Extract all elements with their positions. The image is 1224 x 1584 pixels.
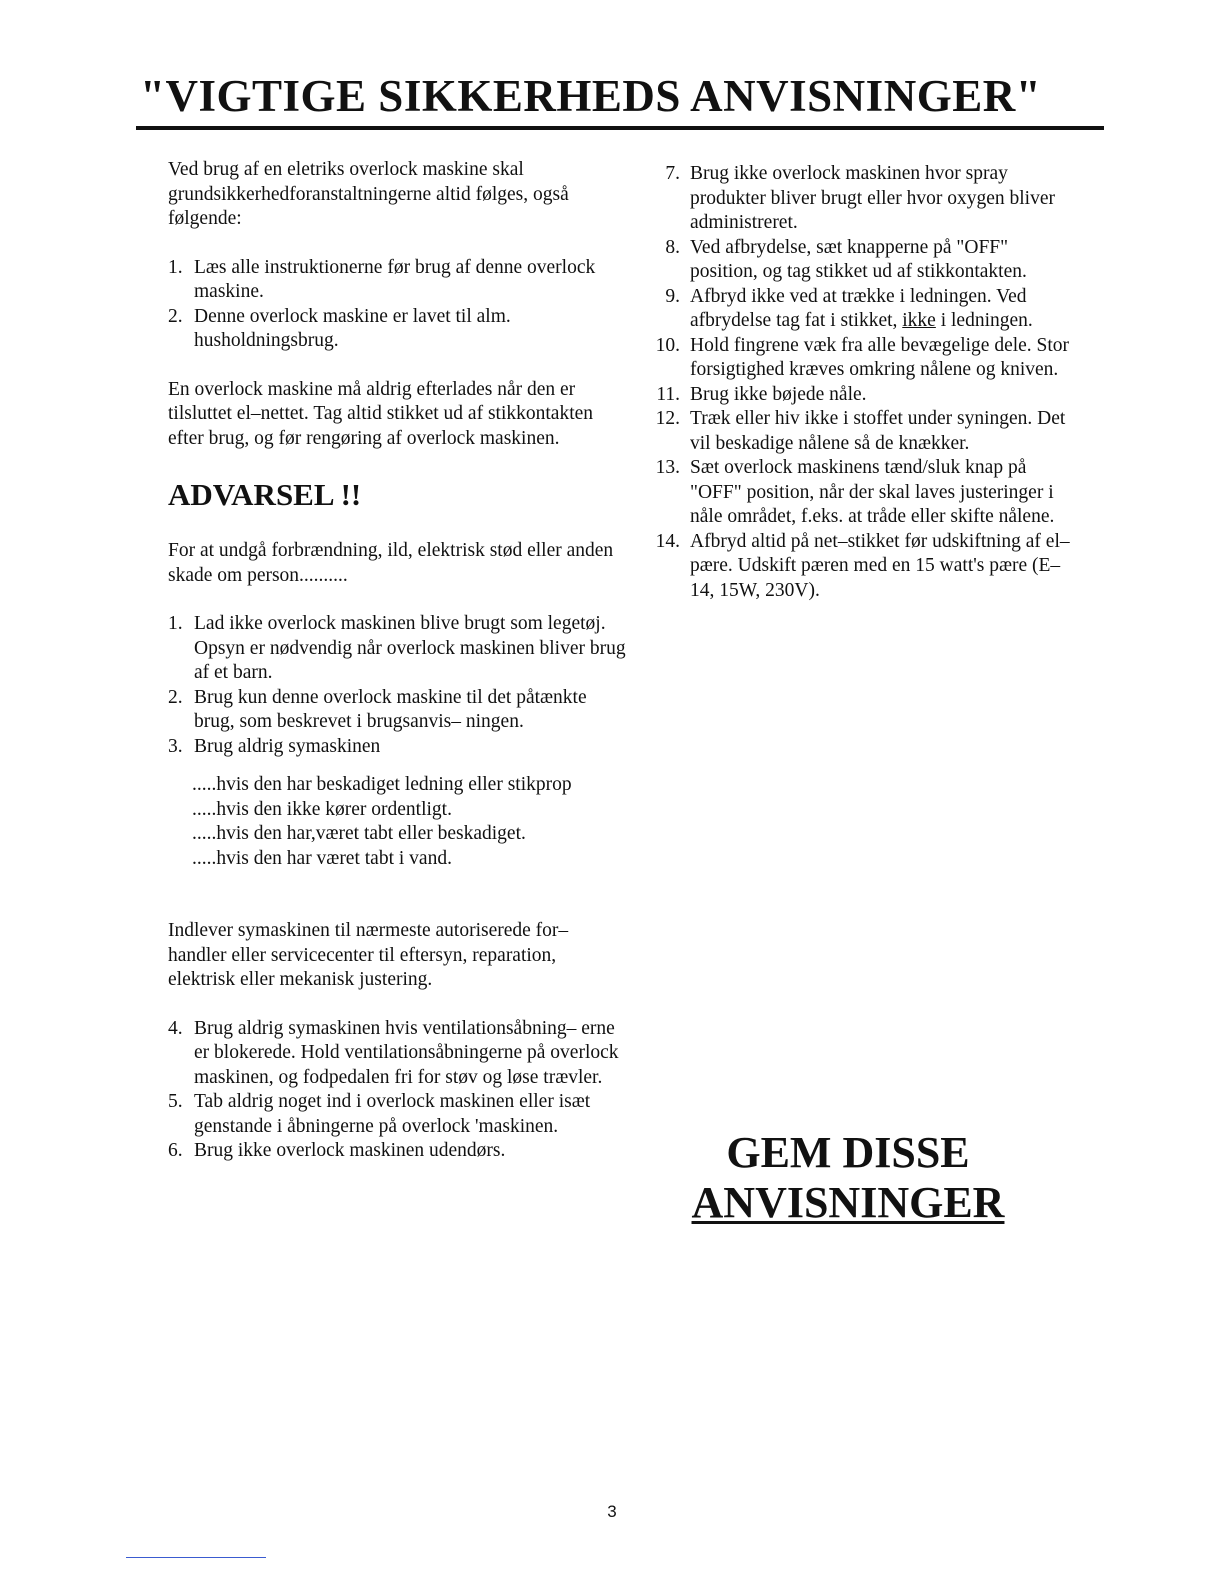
item-number: 3. bbox=[168, 735, 183, 757]
item-text: Hold fingrene væk fra alle bevægelige dele. Stor forsigtighed kræves omkring nålene og kniven. bbox=[690, 334, 1070, 380]
page-number: 3 bbox=[607, 1502, 617, 1521]
item-text: Sæt overlock maskinens tænd/sluk knap på "OFF" position, når der skal laves justeringer i nåle området, f.eks. at tråde eller skifte nålene. bbox=[690, 457, 1055, 527]
condition-list bbox=[168, 773, 628, 871]
item-number: 13. bbox=[655, 457, 680, 478]
list-item bbox=[168, 256, 628, 305]
item-number: 8. bbox=[665, 236, 680, 258]
item-text: Denne overlock maskine er lavet til alm. husholdningsbrug. bbox=[194, 305, 511, 351]
warning-list bbox=[168, 612, 628, 759]
condition-item: .....hvis den ikke kører ordentligt. bbox=[192, 798, 452, 820]
right-column bbox=[640, 162, 1080, 603]
list-item bbox=[640, 334, 1080, 383]
item-number: 2. bbox=[168, 686, 183, 708]
condition-item: .....hvis den har været tabt i vand. bbox=[192, 847, 452, 869]
item-text: Brug ikke overlock maskinen udendørs. bbox=[194, 1140, 506, 1161]
list-item bbox=[640, 285, 1080, 334]
list-item bbox=[168, 686, 628, 735]
list-item bbox=[168, 1017, 628, 1091]
intro-paragraph: Ved brug af en eletriks overlock maskine skal grundsikkerhedforanstaltningerne altid følges, også følgende: bbox=[168, 159, 569, 229]
page-title: "VIGTIGE SIKKERHEDS ANVISNINGER" bbox=[140, 71, 1042, 121]
item-number: 2. bbox=[168, 305, 183, 327]
item-number: 7. bbox=[665, 163, 680, 184]
list-item bbox=[640, 162, 1080, 236]
left-column bbox=[168, 158, 628, 1164]
item-text-part: i ledningen. bbox=[935, 310, 1033, 331]
item-number: 14. bbox=[655, 530, 680, 552]
list-item bbox=[640, 407, 1080, 456]
item-text: Ved afbrydelse, sæt knapperne på "OFF" position, og tag stikket ud af stikkontakten. bbox=[690, 236, 1027, 282]
item-number: 11. bbox=[656, 383, 680, 405]
item-text bbox=[680, 285, 1080, 334]
safety-list-right bbox=[640, 162, 1080, 603]
save-instructions-notice bbox=[668, 1128, 1028, 1228]
save-line-2: ANVISNINGER bbox=[691, 1178, 1005, 1227]
condition-item: .....hvis den har beskadiget ledning eller stikprop bbox=[192, 774, 572, 795]
item-text: Brug aldrig symaskinen bbox=[194, 735, 381, 757]
list-item bbox=[168, 305, 628, 354]
item-text: Tab aldrig noget ind i overlock maskinen eller isæt genstande i åbningerne på overlock 'maskinen. bbox=[194, 1091, 591, 1137]
basic-rules-list bbox=[168, 256, 628, 354]
item-number: 4. bbox=[168, 1017, 183, 1039]
item-text: Brug ikke overlock maskinen hvor spray produkter bliver brugt eller hvor oxygen bliver administreret. bbox=[690, 163, 1055, 233]
condition-item: .....hvis den har,været tabt eller beskadiget. bbox=[192, 823, 526, 844]
title-divider bbox=[136, 126, 1104, 130]
footer-rule bbox=[126, 1557, 266, 1558]
item-number: 6. bbox=[168, 1140, 183, 1161]
item-number: 1. bbox=[168, 613, 183, 634]
list-item bbox=[640, 383, 1080, 408]
save-line-1: GEM DISSE bbox=[726, 1128, 970, 1177]
service-paragraph: Indlever symaskinen til nærmeste autoriserede for– handler eller servicecenter til eftersyn, reparation, elektrisk eller mekanisk justering. bbox=[168, 920, 569, 990]
list-item bbox=[640, 530, 1080, 604]
warning-intro: For at undgå forbrændning, ild, elektrisk stød eller anden skade om person.......... bbox=[168, 540, 614, 586]
item-text: Brug kun denne overlock maskine til det påtænkte brug, som beskrevet i brugsanvis– ningen. bbox=[194, 686, 587, 732]
warning-list-continued bbox=[168, 1017, 628, 1164]
spacer bbox=[168, 887, 628, 919]
item-text: Afbryd altid på net–stikket før udskiftning af el–pære. Udskift pæren med en 15 watt's pære (E–14, 15W, 230V). bbox=[690, 530, 1070, 601]
list-item bbox=[640, 456, 1080, 530]
list-item bbox=[168, 735, 628, 760]
item-text-part: Afbryd ikke ved at trække i ledningen. Ved afbrydelse tag fat i stikket, bbox=[690, 285, 1027, 331]
spacer bbox=[168, 993, 628, 1017]
list-item bbox=[168, 1139, 628, 1164]
spacer bbox=[168, 354, 628, 378]
list-item bbox=[168, 612, 628, 686]
unattended-paragraph: En overlock maskine må aldrig efterlades når den er tilsluttet el–nettet. Tag altid stikket ud af stikkontakten efter brug, og før rengøring af overlock maskinen. bbox=[168, 378, 594, 449]
item-text: Brug aldrig symaskinen hvis ventilationsåbning– erne er blokerede. Hold ventilationsåbningerne på overlock maskinen, og fodpedalen fri for støv og løse trævler. bbox=[194, 1017, 619, 1088]
warning-heading: ADVARSEL !! bbox=[168, 477, 362, 512]
list-item bbox=[168, 1090, 628, 1139]
item-number: 12. bbox=[655, 408, 680, 429]
spacer bbox=[168, 588, 628, 612]
item-number: 5. bbox=[168, 1091, 183, 1112]
item-text: Lad ikke overlock maskinen blive brugt som legetøj. Opsyn er nødvendig når overlock maskinen bliver brug af et barn. bbox=[194, 613, 626, 683]
item-number: 10. bbox=[655, 334, 680, 356]
item-text: Træk eller hiv ikke i stoffet under syningen. Det vil beskadige nålene så de knækker. bbox=[690, 408, 1066, 454]
emphasis-text: ikke bbox=[902, 310, 936, 331]
item-number: 1. bbox=[168, 256, 183, 278]
spacer bbox=[168, 232, 628, 256]
item-text: Læs alle instruktionerne før brug af denne overlock maskine. bbox=[194, 256, 596, 302]
list-item bbox=[640, 236, 1080, 285]
item-number: 9. bbox=[665, 285, 680, 307]
item-text: Brug ikke bøjede nåle. bbox=[690, 383, 867, 405]
